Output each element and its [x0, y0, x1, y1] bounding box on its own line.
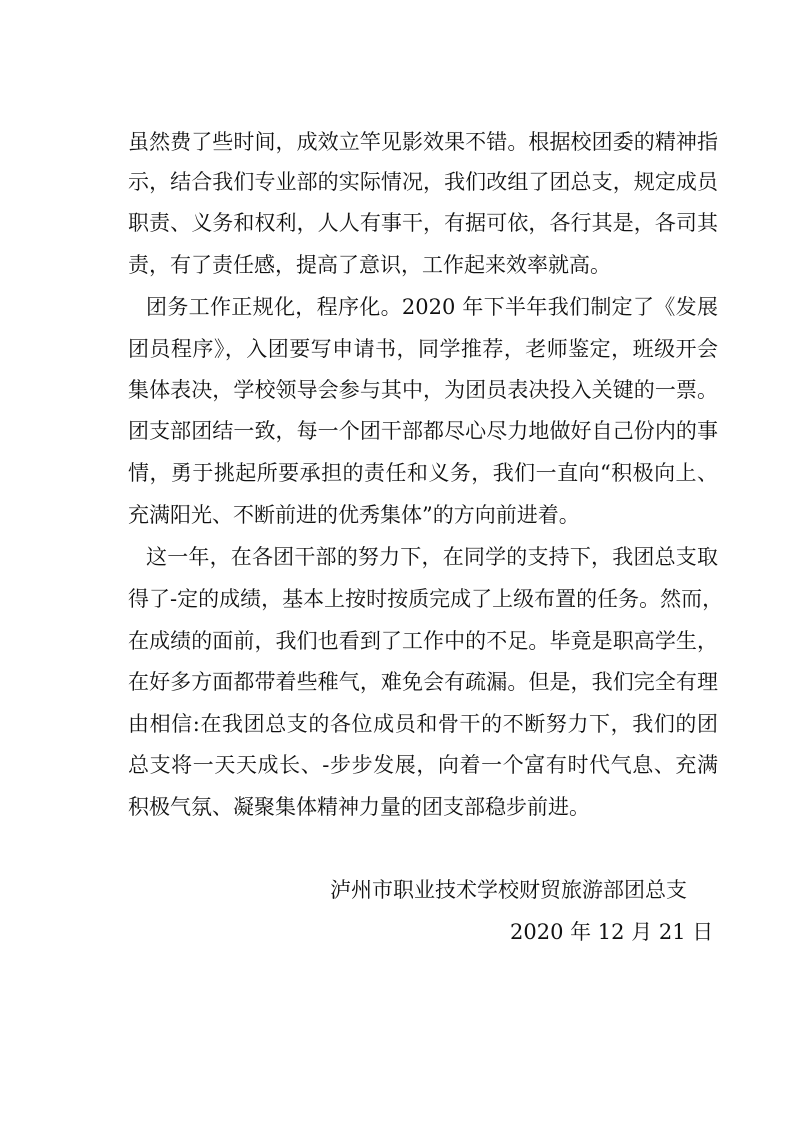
paragraph-1-line-1: 虽然费了些时间，成效立竿见影效果不错。根据校团委的精神指	[128, 130, 718, 154]
paragraph-2-line-4: 团支部团结一致，每一个团干部都尽心尽力地做好自己份内的事	[128, 419, 718, 443]
paragraph-3-line-2: 得了-定的成绩，基本上按时按质完成了上级布置的任务。然而，	[128, 587, 724, 611]
paragraph-1-line-4: 责，有了责任感，提高了意识，工作起来效率就高。	[128, 253, 611, 277]
paragraph-3-line-3: 在成绩的面前，我们也看到了工作中的不足。毕竟是职高学生，	[128, 629, 718, 653]
paragraph-1-line-3: 职责、义务和权利，人人有事干，有据可依，各行其是，各司其	[128, 211, 718, 235]
paragraph-3-line-6: 总支将一天天成长、-步步发展，向着一个富有时代气息、充满	[128, 753, 718, 777]
signature-organization: 泸州市职业技术学校财贸旅游部团总支	[330, 878, 687, 902]
paragraph-2-line-6: 充满阳光、不断前进的优秀集体”的方向前进着。	[128, 503, 580, 527]
paragraph-3-line-1: 这一年，在各团干部的努力下，在同学的支持下，我团总支取	[146, 545, 718, 569]
paragraph-2-line-2: 团员程序》，入团要写申请书，同学推荐，老师鉴定，班级开会	[128, 337, 718, 361]
paragraph-2-line-1: 团务工作正规化，程序化。2020 年下半年我们制定了《发展	[146, 295, 718, 319]
paragraph-2-line-5: 情，勇于挑起所要承担的责任和义务，我们一直向“积极向上、	[128, 461, 718, 485]
paragraph-3-line-4: 在好多方面都带着些稚气，难免会有疏漏。但是，我们完全有理	[128, 670, 718, 694]
paragraph-3-line-7: 积极气氛、凝聚集体精神力量的团支部稳步前进。	[128, 795, 590, 819]
paragraph-3-line-5: 由相信:在我团总支的各位成员和骨干的不断努力下，我们的团	[128, 712, 718, 736]
paragraph-2-line-3: 集体表决，学校领导会参与其中，为团员表决投入关键的一票。	[128, 378, 718, 402]
paragraph-1-line-2: 示，结合我们专业部的实际情况，我们改组了团总支，规定成员	[128, 170, 718, 194]
signature-date: 2020 年 12 月 21 日	[510, 920, 714, 944]
